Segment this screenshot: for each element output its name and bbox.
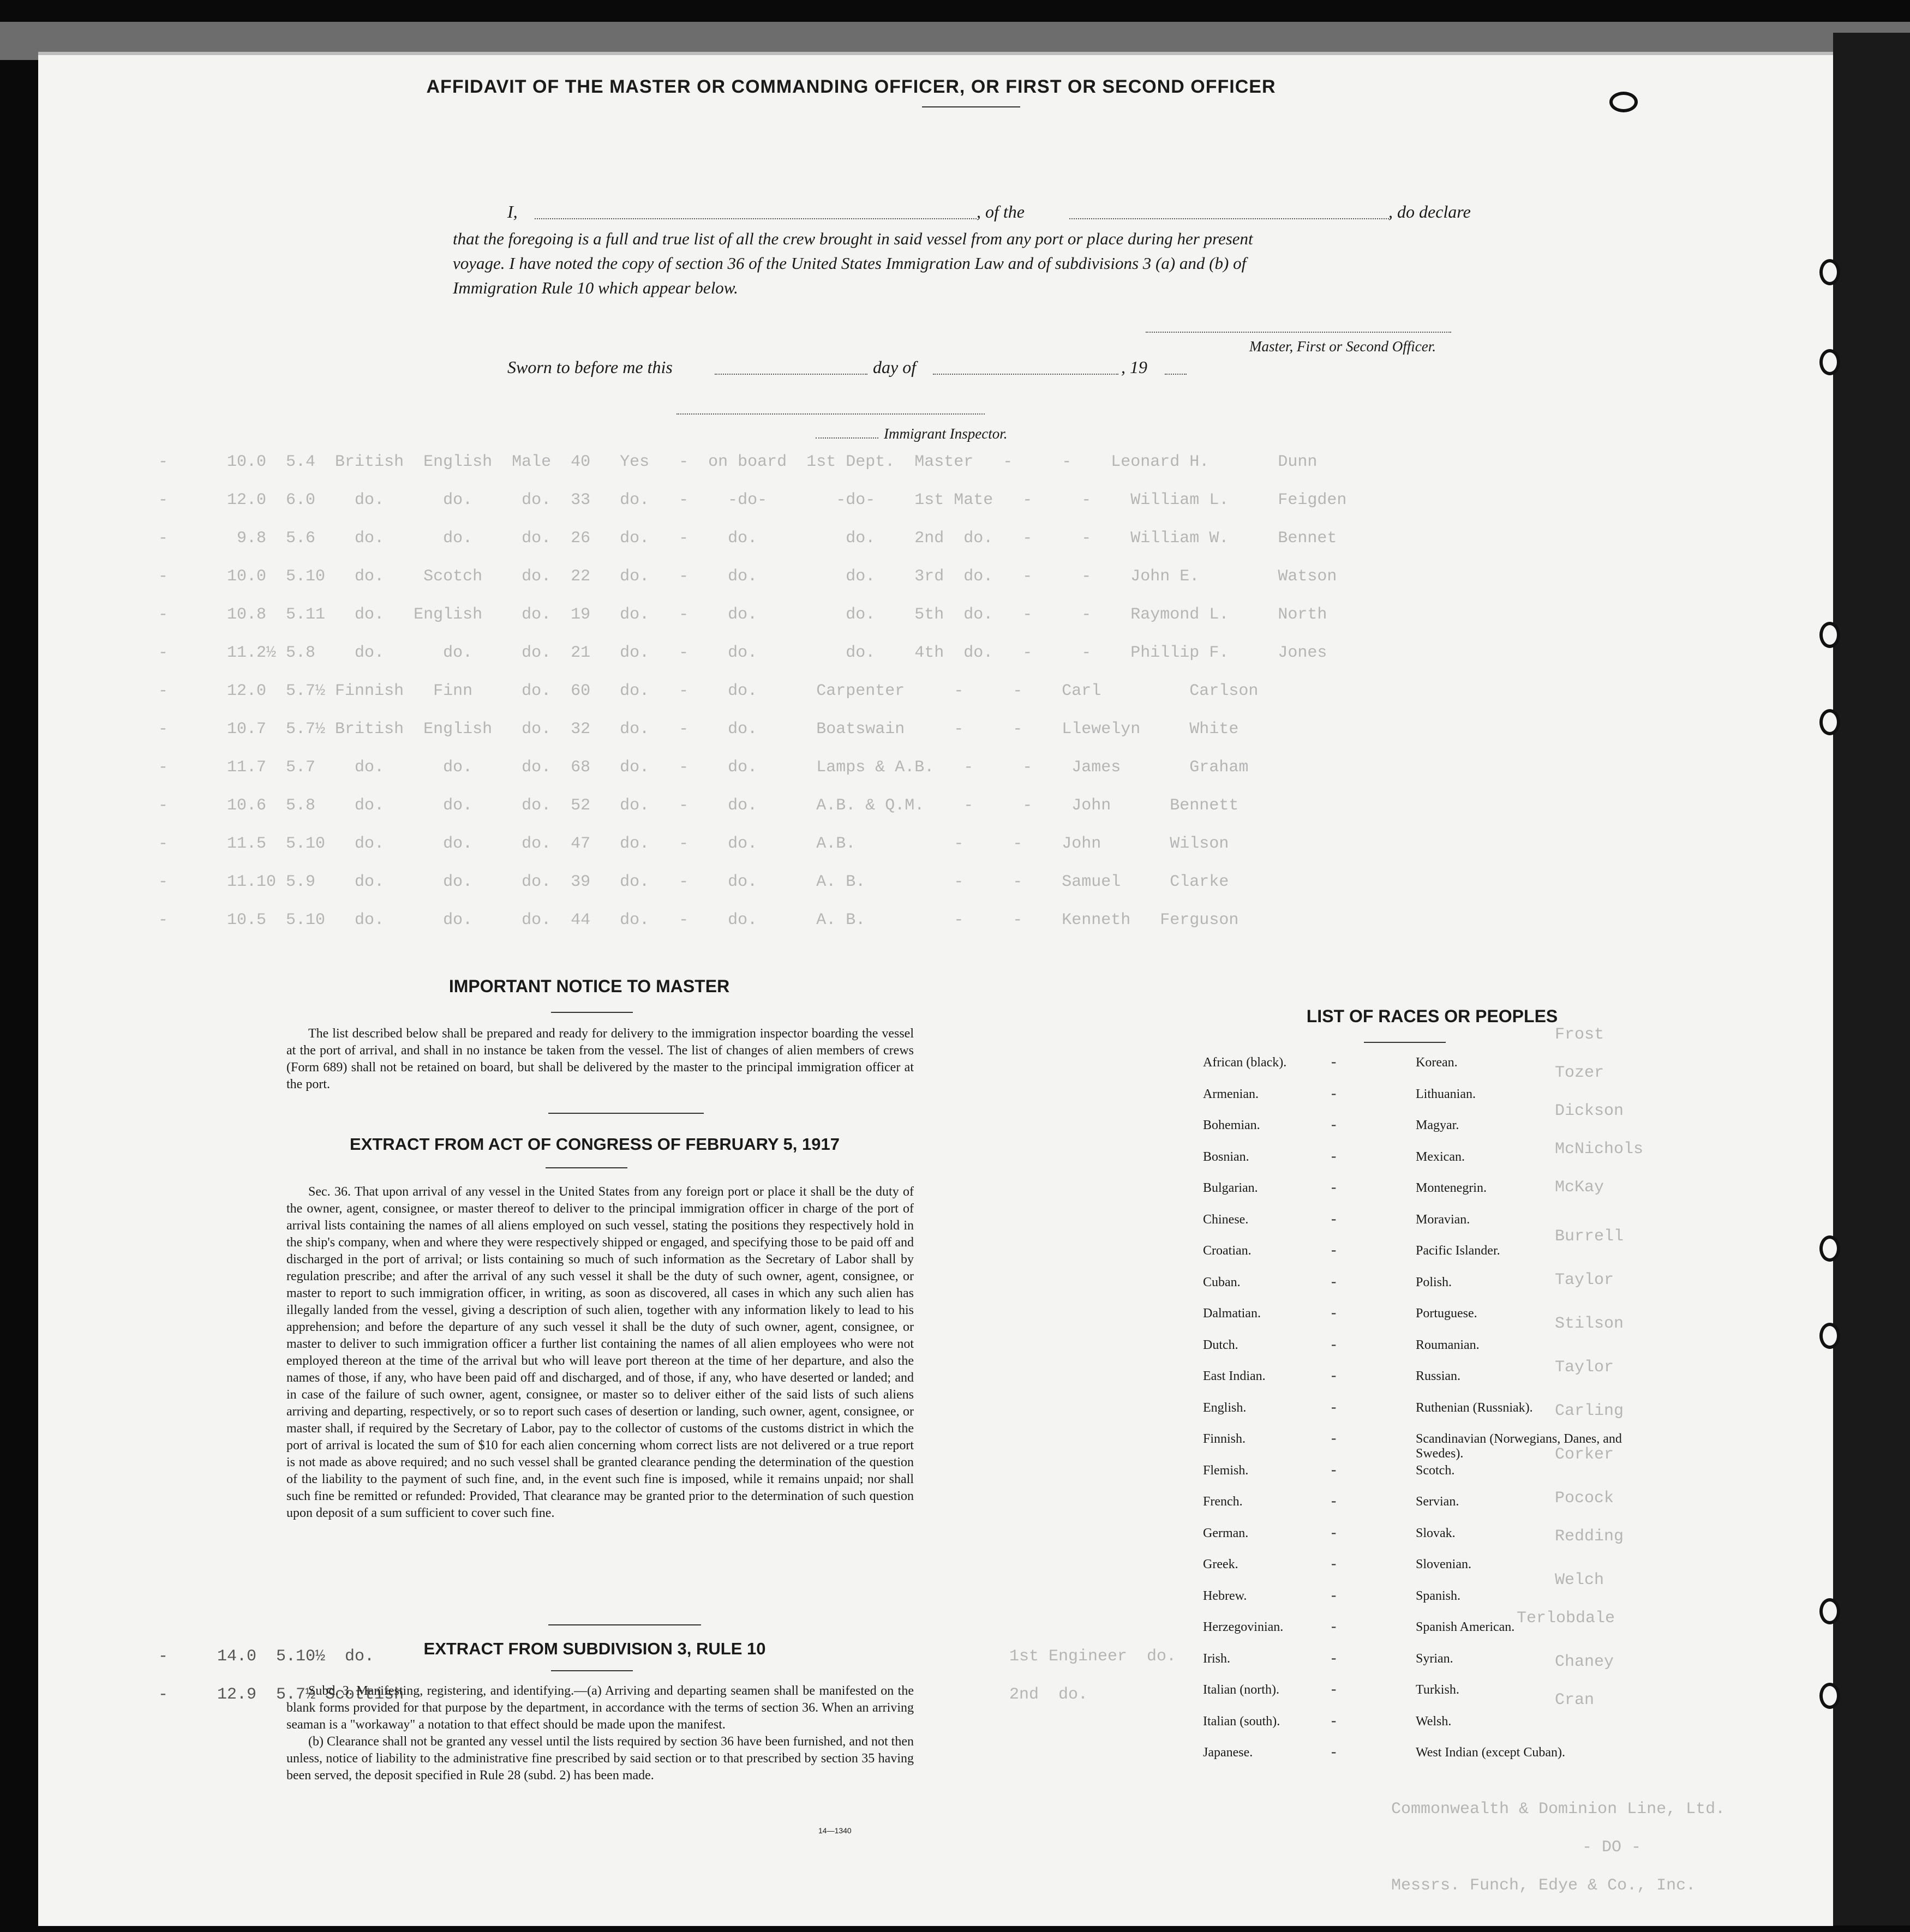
sworn-prefix: Sworn to before me this: [507, 357, 673, 377]
race-separator: -: [1331, 1712, 1337, 1729]
race-entry: Italian (north).: [1203, 1683, 1279, 1697]
act-extract-title: EXTRACT FROM ACT OF CONGRESS OF FEBRUARY 5, 1917: [350, 1135, 840, 1154]
race-entry: Spanish American.: [1416, 1620, 1515, 1634]
race-separator: -: [1331, 1084, 1337, 1102]
race-entry: French.: [1203, 1495, 1243, 1509]
notice-body: [286, 1025, 914, 1093]
race-entry: Irish.: [1203, 1651, 1230, 1666]
race-entry: Bohemian.: [1203, 1118, 1260, 1132]
race-entry: Polish.: [1416, 1275, 1452, 1289]
rule-extract-title: EXTRACT FROM SUBDIVISION 3, RULE 10: [423, 1639, 766, 1658]
race-entry: Syrian.: [1416, 1651, 1453, 1666]
rule-underline: [551, 1670, 633, 1671]
binding-ring-icon: [1819, 1235, 1840, 1262]
race-entry: Moravian.: [1416, 1212, 1470, 1227]
race-entry: Cuban.: [1203, 1275, 1241, 1289]
race-entry: German.: [1203, 1526, 1249, 1540]
sworn-month-field[interactable]: [933, 374, 1118, 375]
notice-title: IMPORTANT NOTICE TO MASTER: [448, 976, 730, 996]
sworn-year: , 19: [1121, 357, 1147, 377]
master-signature-field[interactable]: [1146, 332, 1451, 333]
title-underline: [922, 106, 1020, 107]
race-separator: -: [1331, 1618, 1337, 1635]
right-edge-shadow: [1833, 33, 1910, 1925]
act-divider: [548, 1624, 701, 1625]
binding-ring-icon: [1819, 349, 1840, 375]
race-entry: Armenian.: [1203, 1087, 1259, 1101]
race-entry: Mexican.: [1416, 1149, 1465, 1164]
binding-ring-icon: [1609, 92, 1638, 112]
subd-3a-text: Subd. 3. Manifesting, registering, and identifying.—(a) Arriving and departing seamen shall be manifested on the blank forms provided for that purpose by the department, in accordance with the terms of section 36. When an arriving seaman is a "workaway" a notation to that effect should be made upon the manifest.: [286, 1684, 914, 1732]
race-entry: East Indian.: [1203, 1369, 1266, 1383]
race-entry: English.: [1203, 1400, 1247, 1415]
race-entry: Bosnian.: [1203, 1149, 1249, 1164]
binding-ring-icon: [1819, 1683, 1840, 1709]
race-entry: Pacific Islander.: [1416, 1244, 1500, 1258]
vessel-name-field[interactable]: [1069, 218, 1391, 219]
race-entry: Ruthenian (Russniak).: [1416, 1400, 1533, 1415]
binding-ring-icon: [1819, 1598, 1840, 1624]
race-separator: -: [1331, 1147, 1337, 1165]
race-entry: African (black).: [1203, 1055, 1287, 1070]
race-entry: Roumanian.: [1416, 1337, 1480, 1352]
inspector-label: Immigrant Inspector.: [884, 425, 1008, 442]
race-separator: -: [1331, 1367, 1337, 1384]
race-entry: Montenegrin.: [1416, 1181, 1487, 1195]
race-entry: Japanese.: [1203, 1745, 1253, 1760]
race-separator: -: [1331, 1555, 1337, 1572]
race-separator: -: [1331, 1210, 1337, 1227]
sworn-day-of: day of: [873, 357, 917, 377]
binding-ring-icon: [1819, 259, 1840, 285]
race-entry: Chinese.: [1203, 1212, 1249, 1227]
race-entry: Magyar.: [1416, 1118, 1459, 1132]
race-separator: -: [1331, 1053, 1337, 1070]
race-separator: -: [1331, 1461, 1337, 1478]
sworn-day-field[interactable]: [715, 374, 867, 375]
race-entry: Scotch.: [1416, 1463, 1455, 1478]
race-entry: Servian.: [1416, 1495, 1459, 1509]
race-separator: -: [1331, 1335, 1337, 1353]
race-entry: Scandinavian (Norwegians, Danes, and Swedes).: [1416, 1432, 1622, 1461]
master-signature-label: Master, First or Second Officer.: [1249, 338, 1436, 355]
race-entry: Bulgarian.: [1203, 1181, 1258, 1195]
race-entry: Hebrew.: [1203, 1588, 1247, 1603]
race-separator: -: [1331, 1398, 1337, 1415]
rule-extract-body: [286, 1683, 914, 1784]
affidavit-line4: Immigration Rule 10 which appear below.: [453, 278, 738, 297]
race-entry: Lithuanian.: [1416, 1087, 1476, 1101]
races-title: LIST OF RACES OR PEOPLES: [1306, 1006, 1558, 1026]
race-entry: Welsh.: [1416, 1714, 1452, 1729]
race-separator: -: [1331, 1743, 1337, 1760]
affidavit-line2: that the foregoing is a full and true list of all the crew brought in said vessel from any port or place during her present: [453, 229, 1253, 248]
race-entry: Dalmatian.: [1203, 1306, 1261, 1321]
race-entry: Korean.: [1416, 1055, 1458, 1070]
race-entry: Russian.: [1416, 1369, 1461, 1383]
notice-divider: [548, 1113, 704, 1114]
sworn-year-field[interactable]: [1165, 374, 1187, 375]
race-entry: Greek.: [1203, 1557, 1238, 1571]
binding-ring-icon: [1819, 1323, 1840, 1349]
race-separator: -: [1331, 1273, 1337, 1290]
act-underline: [546, 1167, 627, 1168]
race-separator: -: [1331, 1241, 1337, 1258]
binding-ring-icon: [1819, 622, 1840, 648]
inspector-signature-field[interactable]: [676, 413, 985, 415]
race-separator: -: [1331, 1681, 1337, 1697]
race-entry: Dutch.: [1203, 1337, 1238, 1352]
notice-paragraph: The list described below shall be prepared and ready for delivery to the immigration inspector boarding the vessel at the port of arrival, and shall in no instance be taken from the vessel. The list of changes of alien members of crews (Form 689) shall not be retained on board, but shall be delivered by the master to the principal immigration officer at the port.: [286, 1027, 914, 1091]
race-separator: -: [1331, 1523, 1337, 1541]
form-number: 14—1340: [818, 1826, 852, 1835]
race-entry: Croatian.: [1203, 1244, 1252, 1258]
race-entry: Turkish.: [1416, 1683, 1459, 1697]
race-entry: Slovenian.: [1416, 1557, 1471, 1571]
affidavit-line1-prefix: I,: [507, 202, 518, 221]
races-underline: [1364, 1042, 1446, 1043]
race-entry: Slovak.: [1416, 1526, 1456, 1540]
race-entry: Portuguese.: [1416, 1306, 1477, 1321]
declarant-name-field[interactable]: [535, 218, 977, 219]
affidavit-line1-suffix: , do declare: [1388, 202, 1471, 221]
inspector-signature-lead: [816, 437, 878, 439]
act-extract-body: [286, 1184, 914, 1522]
race-entry: Italian (south).: [1203, 1714, 1280, 1729]
race-separator: -: [1331, 1586, 1337, 1604]
race-separator: -: [1331, 1304, 1337, 1321]
race-entry: Finnish.: [1203, 1432, 1246, 1446]
race-entry: Spanish.: [1416, 1588, 1461, 1603]
section-36-text: Sec. 36. That upon arrival of any vessel in the United States from any foreign port or place it shall be the duty of the owner, agent, consignee, or master thereof to deliver to the principal immigration officer in charge of the port of arrival lists containing the names of all aliens employed on such vessel, stating the positions they respectively hold in the ship's company, when and where they were respectively shipped or engaged, and specifying those to be paid off and discharged in the port of arrival; or lists containing so much of such information as the Secretary of Labor shall by regulation prescribe; and after the arrival of any such vessel it shall be the duty of such owner, agent, consignee, or master to report to such immigration officer, in writing, as soon as discovered, all cases in which any such alien has illegally landed from the vessel, giving a description of such alien, together with any information likely to lead to his apprehension; and before the departure of any such vessel it shall be the duty of such owner, agent, consignee, or master to deliver to such immigration officer a further list containing the names of all alien employees who were not employed thereon at the time of the arrival but who will leave port thereon at the time of her departure, and also the names of those, if any, who have been paid off and discharged, and of those, if any, who have deserted or landed; and in case of the failure of such owner, agent, consignee, or master so to deliver either of the said lists of such aliens arriving and departing, respectively, or so to report such cases of desertion or landing, such owner, agent, consignee, or master shall, if required by the Secretary of Labor, pay to the collector of customs of the customs district in which the port of arrival is located the sum of $10 for each alien concerning whom correct lists are not delivered or a true report is not made as above required; and no such vessel shall be granted clearance pending the determination of the question of the liability to the payment of such fine, and, in the event such fine is imposed, while it remains unpaid; nor shall such fine be remitted or refunded: Provided, That clearance may be granted prior to the determination of such question upon deposit of a sum sufficient to cover such fine.: [286, 1185, 914, 1520]
subd-3b-text: (b) Clearance shall not be granted any vessel until the lists required by section 36 have been furnished, and not then unless, notice of liability to the administrative fine prescribed by said section or to that prescribed by section 35 having been served, the deposit specified in Rule 28 (subd. 2) has been made.: [286, 1735, 914, 1783]
affidavit-line3: voyage. I have noted the copy of section 36 of the United States Immigration Law and of subdivisions 3 (a) and (b) of: [453, 254, 1247, 273]
notice-underline: [551, 1012, 633, 1013]
race-entry: West Indian (except Cuban).: [1416, 1745, 1565, 1760]
race-separator: -: [1331, 1492, 1337, 1509]
race-separator: -: [1331, 1649, 1337, 1666]
binding-ring-icon: [1819, 709, 1840, 735]
race-separator: -: [1331, 1430, 1337, 1447]
affidavit-line1-mid: , of the: [977, 202, 1025, 221]
race-separator: -: [1331, 1116, 1337, 1133]
race-entry: Herzegovinian.: [1203, 1620, 1284, 1634]
race-entry: Flemish.: [1203, 1463, 1249, 1478]
affidavit-title: AFFIDAVIT OF THE MASTER OR COMMANDING OFFICER, OR FIRST OR SECOND OFFICER: [426, 76, 1276, 97]
race-separator: -: [1331, 1179, 1337, 1196]
